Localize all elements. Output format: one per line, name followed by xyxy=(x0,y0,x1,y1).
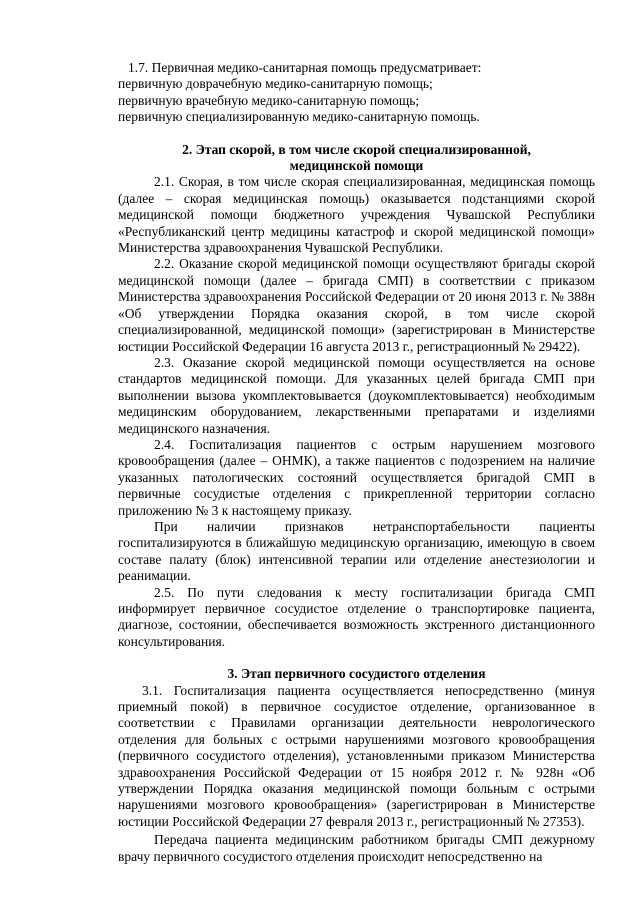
paragraph-2-1: 2.1. Скорая, в том числе скорая специализированная, медицинская помощь (далее – скорая медицинская помощь) оказывается подстанциями скорой медицинской помощи бюджетного учреждения Чувашской Республики «Республиканский центр медицины катастроф и скорой медицинской помощи» Министерства здравоохранения Чувашской Республики. xyxy=(118,174,595,256)
section1-list xyxy=(118,60,595,126)
section1-line: первичную специализированную медико-санитарную помощь. xyxy=(118,109,480,125)
section2 xyxy=(118,142,595,651)
section1-line: 1.7. Первичная медико-санитарная помощь предусматривает: xyxy=(128,60,482,75)
paragraph-2-5: 2.5. По пути следования к месту госпитализации бригада СМП информирует первичное сосудистое отделение о транспортировке пациента, диагнозе, состоянии, обеспечивается возможность экстренного дистанционного консультирования. xyxy=(118,584,595,649)
section2-heading-line1: 2. Этап скорой, в том числе скорой специализированной, xyxy=(182,141,531,157)
section2-heading-line2: медицинской помощи xyxy=(289,158,424,174)
spacer xyxy=(118,650,595,666)
paragraph-3-1-continued: Передача пациента медицинским работником бригады СМП дежурному врачу первичного сосудистого отделения происходит непосредственно на xyxy=(118,832,595,864)
paragraph-2-4: 2.4. Госпитализация пациентов с острым нарушением мозгового кровообращения (далее – ОНМК), а также пациентов с подозрением на наличие указанных патологических состояний осуществляется бригадой СМП в первичные сосудистые отделения с прикрепленной территории согласно приложению № 3 к настоящему приказу. xyxy=(118,436,595,518)
paragraph-2-2: 2.2. Оказание скорой медицинской помощи осуществляют бригады скорой медицинской помощи (далее – бригада СМП) в соответствии с приказом Министерства здравоохранения Российской Федерации от 20 июня 2013 г. № 388н «Об утверждении Порядка оказания скорой, в том числе скорой специализированной, медицинской помощи» (зарегистрирован в Министерстве юстиции Российской Федерации 16 августа 2013 г., регистрационный № 29422). xyxy=(118,256,595,354)
section3-heading: 3. Этап первичного сосудистого отделения xyxy=(227,666,486,682)
section1-line: первичную врачебную медико-санитарную помощь; xyxy=(118,92,420,108)
paragraph-2-4-continued: При наличии признаков нетранспортабельности пациенты госпитализируются в ближайшую медицинскую организацию, имеющую в своем составе палату (блок) интенсивной терапии или отделение анестезиологии и реанимации. xyxy=(118,518,595,584)
document-page xyxy=(118,60,595,865)
spacer xyxy=(118,126,595,142)
paragraph-3-1: 3.1. Госпитализация пациента осуществляется непосредственно (минуя приемный покой) в первичное сосудистое отделение, организованное в соответствии с Правилами организации деятельности неврологического отделения для больных с острыми нарушениями мозгового кровообращения (первичного сосудистого отделения), установленными приказом Министерства здравоохранения Российской Федерации от 15 ноября 2012 г. № 928н «Об утверждении Порядка оказания медицинской помощи больным с острыми нарушениями мозгового кровообращения» (зарегистрирован в Министерстве юстиции Российской Федерации 27 февраля 2013 г., регистрационный № 27353). xyxy=(118,682,595,829)
paragraph-2-3: 2.3. Оказание скорой медицинской помощи осуществляется на основе стандартов медицинской помощи. Для указанных целей бригада СМП при выполнении вызова укомплектовывается (доукомплектовывается) необходимым медицинским оборудованием, лекарственными препаратами и изделиями медицинского назначения. xyxy=(118,354,595,436)
section3 xyxy=(118,666,595,865)
section1-line: первичную доврачебную медико-санитарную помощь; xyxy=(118,76,433,92)
